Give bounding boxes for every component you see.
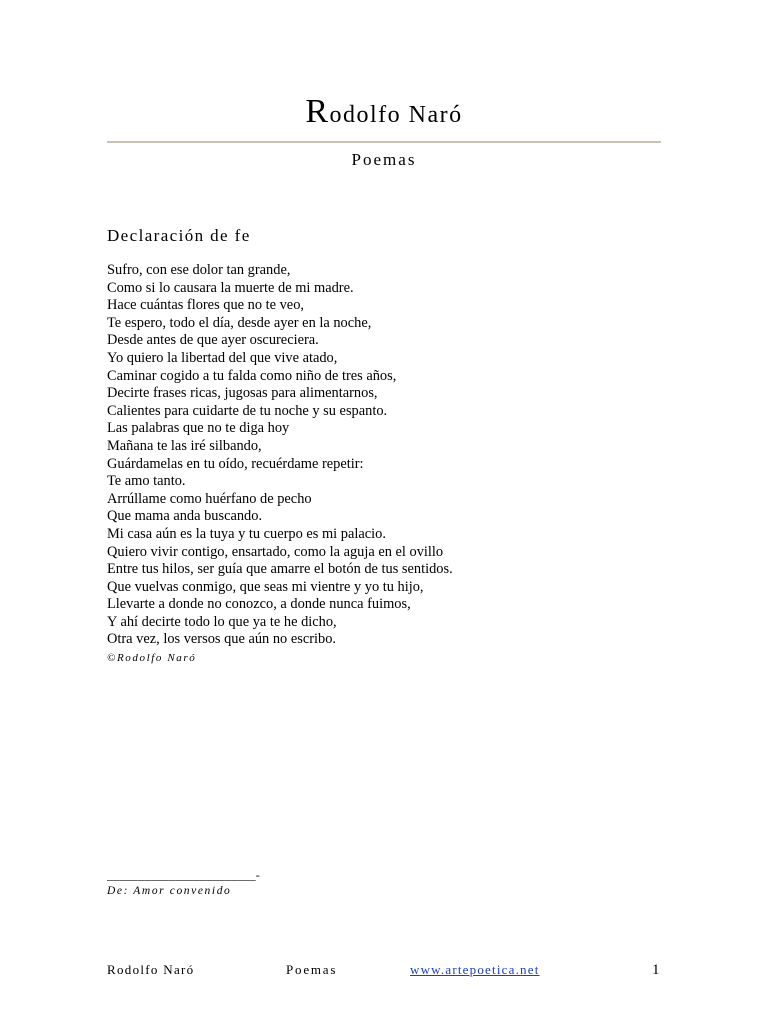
page-number: 1: [652, 962, 660, 978]
poem-line: Yo quiero la libertad del que vive atado,: [107, 349, 338, 366]
poem-line: Otra vez, los versos que aún no escribo.: [107, 631, 336, 648]
poem-line: Arrúllame como huérfano de pecho: [107, 490, 312, 507]
poem-title: Declaración de fe: [107, 226, 251, 245]
footer-website-link[interactable]: www.artepoetica.net: [410, 962, 540, 977]
footer-author: Rodolfo Naró: [107, 962, 195, 977]
poem-line: Sufro, con ese dolor tan grande,: [107, 262, 291, 278]
poem-line: Decirte frases ricas, jugosas para alimentarnos,: [107, 385, 378, 402]
poem-line: Como si lo causara la muerte de mi madre.: [107, 279, 354, 296]
poem-line: Mañana te las iré silbando,: [107, 437, 262, 454]
poem-line: Y ahí decirte todo lo que ya te he dicho,: [107, 613, 337, 630]
poem-line: Desde antes de que ayer oscureciera.: [107, 332, 319, 349]
poem-line: Que vuelvas conmigo, que seas mi vientre y yo tu hijo,: [107, 578, 424, 595]
document-subtitle: Poemas: [351, 150, 417, 169]
document-title: [0, 92, 768, 135]
poem-line: Calientes para cuidarte de tu noche y su espanto.: [107, 402, 388, 419]
poem-line: Caminar cogido a tu falda como niño de tres años,: [107, 367, 397, 384]
document-title-rest: odolfo Naró: [329, 102, 463, 128]
poem-line: Mi casa aún es la tuya y tu cuerpo es mi palacio.: [107, 525, 386, 542]
poem-line: Hace cuántas flores que no te veo,: [107, 297, 304, 314]
footnote-separator: ________________________-: [107, 868, 260, 882]
poem-line: Entre tus hilos, ser guía que amarre el botón de tus sentidos.: [107, 561, 453, 578]
document-title-initial: R: [305, 93, 330, 130]
poem-line: Te amo tanto.: [107, 473, 186, 490]
poem-line: Las palabras que no te diga hoy: [107, 420, 290, 437]
copyright-notice: ©Rodolfo Naró: [107, 652, 197, 664]
footnote-source: De: Amor convenido: [107, 885, 232, 897]
poem-line: Te espero, todo el día, desde ayer en la noche,: [107, 314, 372, 331]
poem-line: Guárdamelas en tu oído, recuérdame repetir:: [107, 455, 364, 472]
footer-section: Poemas: [286, 962, 338, 977]
poem-line: Quiero vivir contigo, ensartado, como la aguja en el ovillo: [107, 543, 444, 560]
header-divider: [107, 141, 661, 143]
poem-line: Llevarte a donde no conozco, a donde nunca fuimos,: [107, 596, 411, 613]
poem-line: Que mama anda buscando.: [107, 508, 263, 525]
poem-body: [107, 262, 667, 649]
